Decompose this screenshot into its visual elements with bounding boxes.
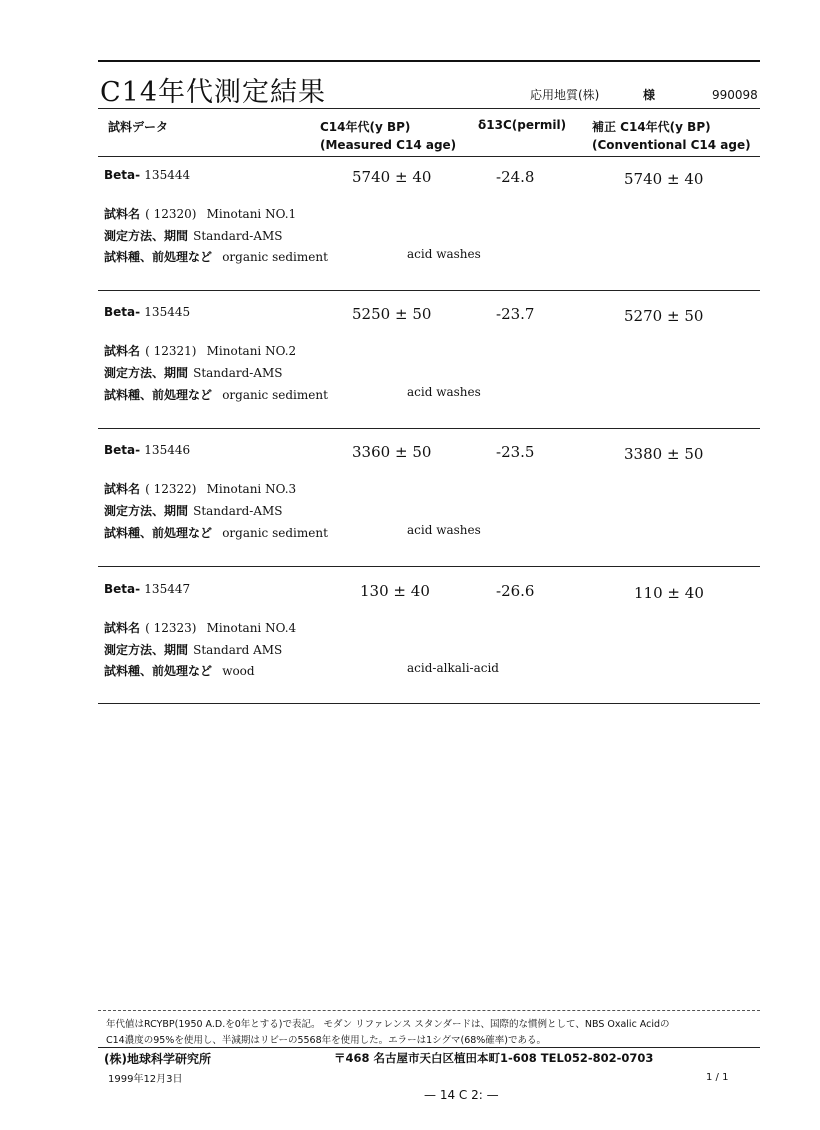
col-sample-data: 試料データ [108, 120, 169, 134]
sample-name-label: 試料名 [104, 344, 141, 358]
method-value: Standard AMS [193, 643, 283, 657]
col-delta: δ13C(permil) [478, 118, 567, 132]
sample-name-label: 試料名 [104, 482, 141, 496]
beta-id: 135444 [144, 168, 191, 182]
measured-error: 40 [410, 582, 430, 600]
material-value: organic sediment [222, 250, 328, 264]
measured-age: 5250 [352, 305, 391, 323]
method-value: Standard-AMS [193, 366, 283, 380]
page-mark: — 14 C 2: — [424, 1088, 499, 1102]
material-value: organic sediment [222, 388, 328, 402]
sample-name-label: 試料名 [104, 621, 141, 635]
footer-note-line2: C14濃度の95%を使用し、半減期はリビーの5568年を使用した。エラーは1シグマ(68%確率)である。 [106, 1035, 547, 1046]
beta-id: 135446 [144, 443, 191, 457]
beta-label: Beta- [104, 443, 141, 457]
method-value: Standard-AMS [193, 229, 283, 243]
footer-note-rule [98, 1010, 760, 1011]
material-label: 試料種、前処理など [104, 664, 213, 678]
method-label: 測定方法、期間 [104, 229, 189, 243]
column-rule [98, 156, 760, 157]
col-conventional-line1: 補正 C14年代(y BP) [592, 120, 711, 134]
issue-date: 1999年12月3日 [108, 1074, 183, 1085]
material-label: 試料種、前処理など [104, 526, 213, 540]
pretreatment-value: acid washes [407, 247, 481, 261]
footer-note-line1: 年代値はRCYBP(1950 A.D.を0年とする)で表記。 モダン リファレンス スタンダードは、国際的な慣例として、NBS Oxalic Acidの [106, 1019, 670, 1030]
honorific: 様 [643, 88, 656, 102]
plus-minus: ± [394, 443, 408, 461]
sample-divider [98, 428, 760, 429]
plus-minus: ± [666, 170, 680, 188]
company-address: 〒468 名古屋市天白区植田本町1-608 TEL052-802-0703 [334, 1051, 654, 1065]
conventional-error: 50 [684, 307, 704, 325]
measured-age: 3360 [352, 443, 391, 461]
sample-code: ( 12322) [145, 482, 197, 496]
doc-number: 990098 [712, 88, 758, 102]
sample-code: ( 12323) [145, 621, 197, 635]
conventional-age: 5740 [624, 170, 663, 188]
col-measured-line1: C14年代(y BP) [320, 120, 411, 134]
sample-name: Minotani NO.4 [206, 621, 297, 635]
conventional-age: 3380 [624, 445, 663, 463]
plus-minus: ± [667, 584, 680, 602]
beta-id: 135445 [144, 305, 191, 319]
header-rule [98, 108, 760, 109]
pretreatment-value: acid-alkali-acid [407, 661, 499, 675]
page-count: 1 / 1 [706, 1072, 729, 1083]
pretreatment-value: acid washes [407, 523, 481, 537]
delta-13c: -26.6 [496, 582, 535, 600]
delta-13c: -23.5 [496, 443, 535, 461]
beta-label: Beta- [104, 582, 141, 596]
material-value: organic sediment [222, 526, 328, 540]
measured-age: 5740 [352, 168, 391, 186]
col-measured-line2: (Measured C14 age) [320, 138, 457, 152]
sample-code: ( 12320) [145, 207, 197, 221]
col-conventional-line2: (Conventional C14 age) [592, 138, 751, 152]
sample-name-label: 試料名 [104, 207, 141, 221]
material-label: 試料種、前処理など [104, 388, 213, 402]
conventional-error: 50 [684, 445, 704, 463]
pretreatment-value: acid washes [407, 385, 481, 399]
measured-error: 50 [412, 305, 432, 323]
delta-13c: -24.8 [496, 168, 535, 186]
sample-divider [98, 566, 760, 567]
method-label: 測定方法、期間 [104, 366, 189, 380]
material-value: wood [222, 664, 255, 678]
conventional-age: 5270 [624, 307, 663, 325]
beta-label: Beta- [104, 305, 141, 319]
sample-name: Minotani NO.1 [206, 207, 297, 221]
sample-divider [98, 290, 760, 291]
measured-error: 50 [412, 443, 432, 461]
conventional-age: 110 [634, 584, 663, 602]
plus-minus: ± [666, 445, 680, 463]
method-label: 測定方法、期間 [104, 643, 189, 657]
plus-minus: ± [394, 168, 408, 186]
plus-minus: ± [393, 582, 406, 600]
footer-rule [98, 1047, 760, 1048]
sample-name: Minotani NO.2 [206, 344, 297, 358]
plus-minus: ± [394, 305, 408, 323]
sample-name: Minotani NO.3 [206, 482, 297, 496]
conventional-error: 40 [684, 170, 704, 188]
sample-code: ( 12321) [145, 344, 197, 358]
company-name: (株)地球科学研究所 [104, 1052, 211, 1066]
sample-divider [98, 703, 760, 704]
client-name: 応用地質(株) [530, 88, 600, 102]
measured-error: 40 [412, 168, 432, 186]
top-rule [98, 60, 760, 62]
method-label: 測定方法、期間 [104, 504, 189, 518]
material-label: 試料種、前処理など [104, 250, 213, 264]
page-title: C14年代測定結果 [100, 77, 327, 108]
plus-minus: ± [666, 307, 680, 325]
method-value: Standard-AMS [193, 504, 283, 518]
beta-label: Beta- [104, 168, 141, 182]
measured-age: 130 [360, 582, 389, 600]
beta-id: 135447 [144, 582, 191, 596]
delta-13c: -23.7 [496, 305, 535, 323]
conventional-error: 40 [684, 584, 704, 602]
